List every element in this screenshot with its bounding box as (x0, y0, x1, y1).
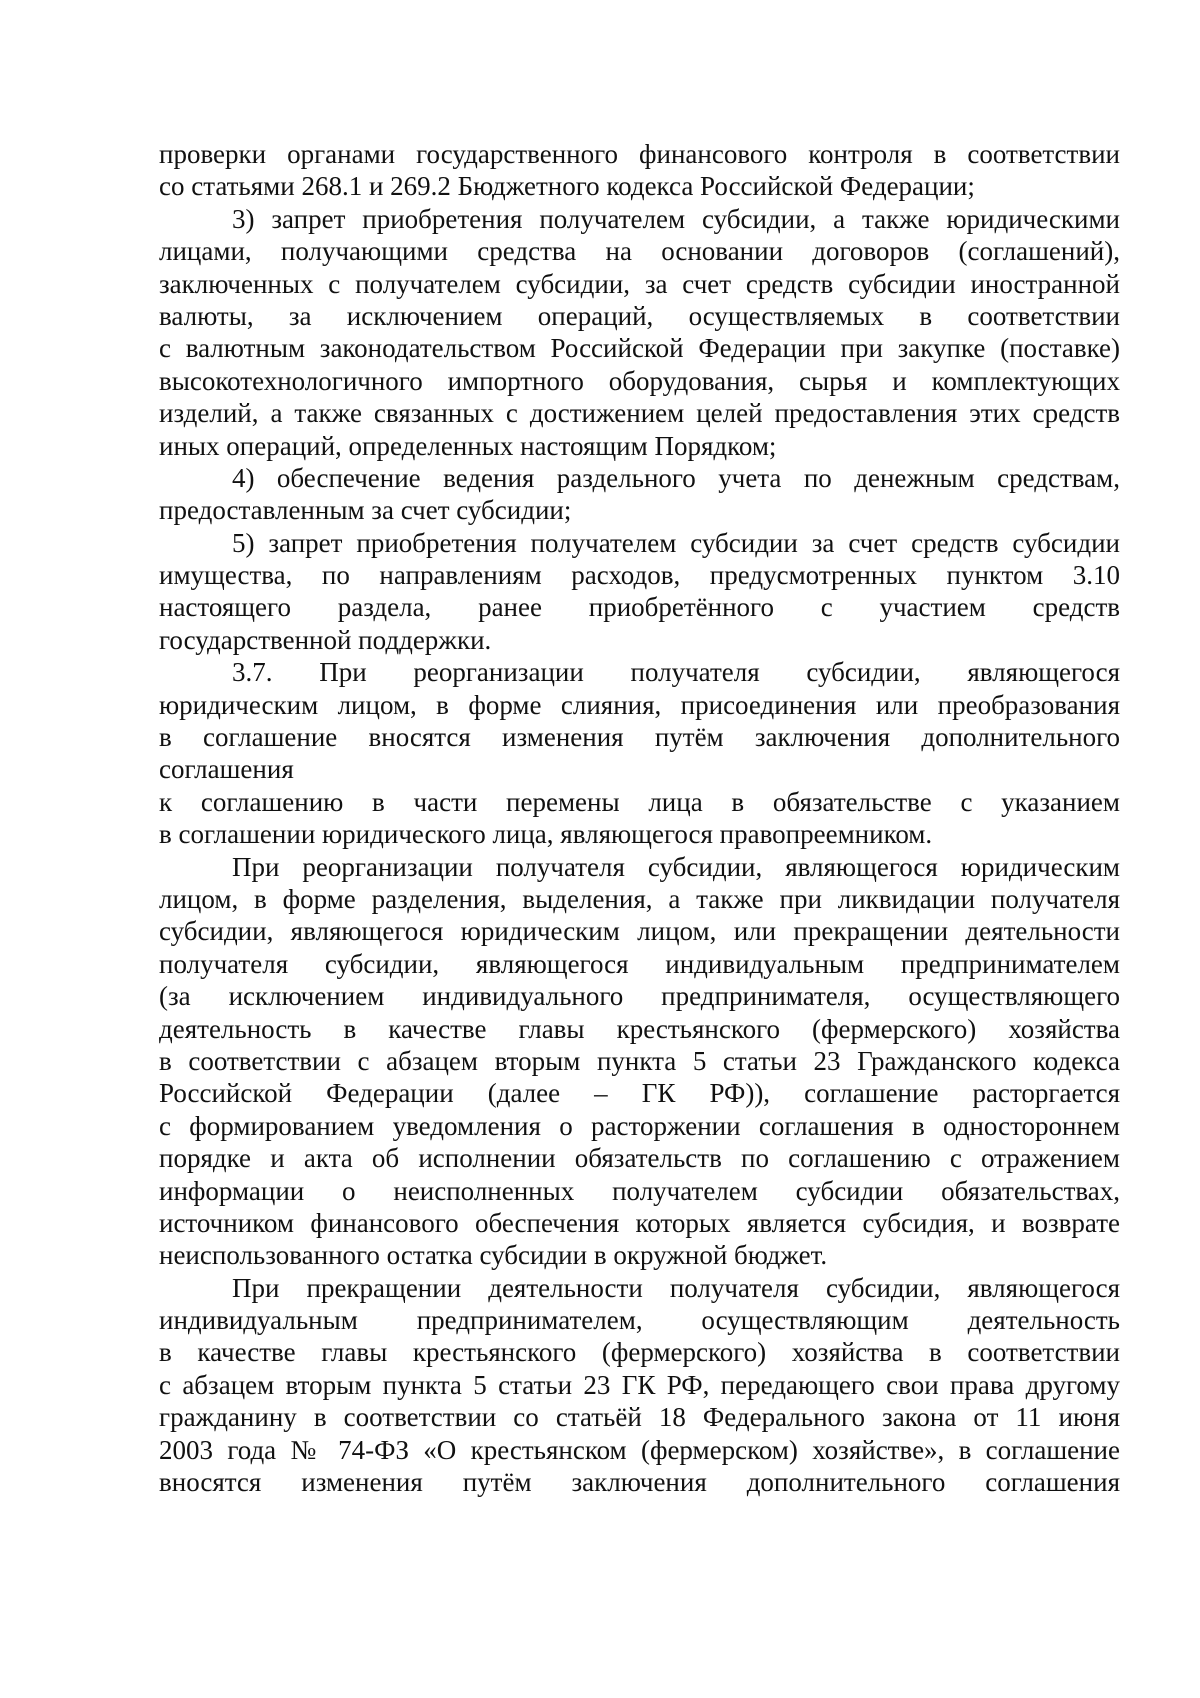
paragraph (159, 1272, 1120, 1499)
paragraph (159, 527, 1120, 657)
text-line: в соответствии с абзацем вторым пункта 5 статьи 23 Гражданского кодекса (159, 1045, 1120, 1076)
text-line: государственной поддержки. (159, 624, 492, 655)
text-line: субсидии, являющегося юридическим лицом, или прекращении деятельности (159, 916, 1120, 947)
text-line: вносятся изменения путём заключения дополнительного соглашения (159, 1467, 1120, 1498)
text-line: 3.7. При реорганизации получателя субсидии, являющегося (232, 657, 1120, 688)
text-line: иных операций, определенных настоящим Порядком; (159, 430, 777, 461)
text-line: При реорганизации получателя субсидии, являющегося юридическим (232, 851, 1120, 882)
text-line: валюты, за исключением операций, осуществляемых в соответствии (159, 300, 1120, 331)
text-line: источником финансового обеспечения которых является субсидия, и возврате (159, 1207, 1120, 1238)
text-line: 5) запрет приобретения получателем субсидии за счет средств субсидии (232, 527, 1120, 558)
text-line: с формированием уведомления о расторжении соглашения в одностороннем (159, 1110, 1120, 1141)
text-line: соглашения (159, 754, 294, 785)
text-line: 3) запрет приобретения получателем субсидии, а также юридическими (232, 203, 1120, 234)
text-line: получателя субсидии, являющегося индивидуальным предпринимателем (159, 948, 1120, 979)
text-line: к соглашению в части перемены лица в обязательстве с указанием (159, 786, 1120, 817)
text-line: в соглашение вносятся изменения путём заключения дополнительного (159, 722, 1120, 753)
text-line: юридическим лицом, в форме слияния, присоединения или преобразования (159, 689, 1120, 720)
text-line: проверки органами государственного финансового контроля в соответствии (159, 139, 1120, 169)
text-line: деятельность в качестве главы крестьянского (фермерского) хозяйства (159, 1013, 1120, 1044)
paragraph (159, 203, 1120, 462)
document-page (159, 138, 1120, 1498)
text-line: имущества, по направлениям расходов, предусмотренных пунктом 3.10 (159, 560, 1120, 591)
paragraph (159, 786, 1120, 851)
text-line: (за исключением индивидуального предпринимателя, осуществляющего (159, 981, 1120, 1012)
text-line: настоящего раздела, ранее приобретённого с участием средств (159, 592, 1120, 623)
text-line: лицом, в форме разделения, выделения, а также при ликвидации получателя (159, 883, 1120, 914)
text-line: неиспользованного остатка субсидии в окружной бюджет. (159, 1240, 828, 1271)
text-line: в соглашении юридического лица, являющегося правопреемником. (159, 819, 933, 850)
document-body (159, 138, 1120, 1498)
text-line: высокотехнологичного импортного оборудования, сырья и комплектующих (159, 365, 1120, 396)
text-line: гражданину в соответствии со статьёй 18 Федерального закона от 11 июня (159, 1402, 1120, 1433)
text-line: Российской Федерации (далее – ГК РФ)), соглашение расторгается (159, 1078, 1120, 1109)
text-line: информации о неисполненных получателем субсидии обязательствах, (159, 1175, 1120, 1206)
text-line: со статьями 268.1 и 269.2 Бюджетного кодекса Российской Федерации; (159, 171, 975, 202)
text-line: в качестве главы крестьянского (фермерского) хозяйства в соответствии (159, 1337, 1120, 1368)
text-line: заключенных с получателем субсидии, за счет средств субсидии иностранной (159, 268, 1120, 299)
paragraph (159, 462, 1120, 527)
text-line: индивидуальным предпринимателем, осуществляющим деятельность (159, 1305, 1120, 1336)
text-line: 2003 года № 74-ФЗ «О крестьянском (фермерском) хозяйстве», в соглашение (159, 1434, 1120, 1465)
paragraph (159, 138, 1120, 203)
text-line: с абзацем вторым пункта 5 статьи 23 ГК РФ, передающего свои права другому (159, 1369, 1120, 1400)
paragraph (159, 656, 1120, 786)
text-line: 4) обеспечение ведения раздельного учета по денежным средствам, (232, 462, 1120, 493)
text-line: порядке и акта об исполнении обязательств по соглашению с отражением (159, 1143, 1120, 1174)
text-line: предоставленным за счет субсидии; (159, 495, 572, 526)
text-line: При прекращении деятельности получателя субсидии, являющегося (232, 1272, 1120, 1303)
text-line: с валютным законодательством Российской Федерации при закупке (поставке) (159, 333, 1120, 364)
text-line: изделий, а также связанных с достижением целей предоставления этих средств (159, 398, 1120, 429)
text-line: лицами, получающими средства на основании договоров (соглашений), (159, 236, 1120, 267)
paragraph (159, 851, 1120, 1272)
